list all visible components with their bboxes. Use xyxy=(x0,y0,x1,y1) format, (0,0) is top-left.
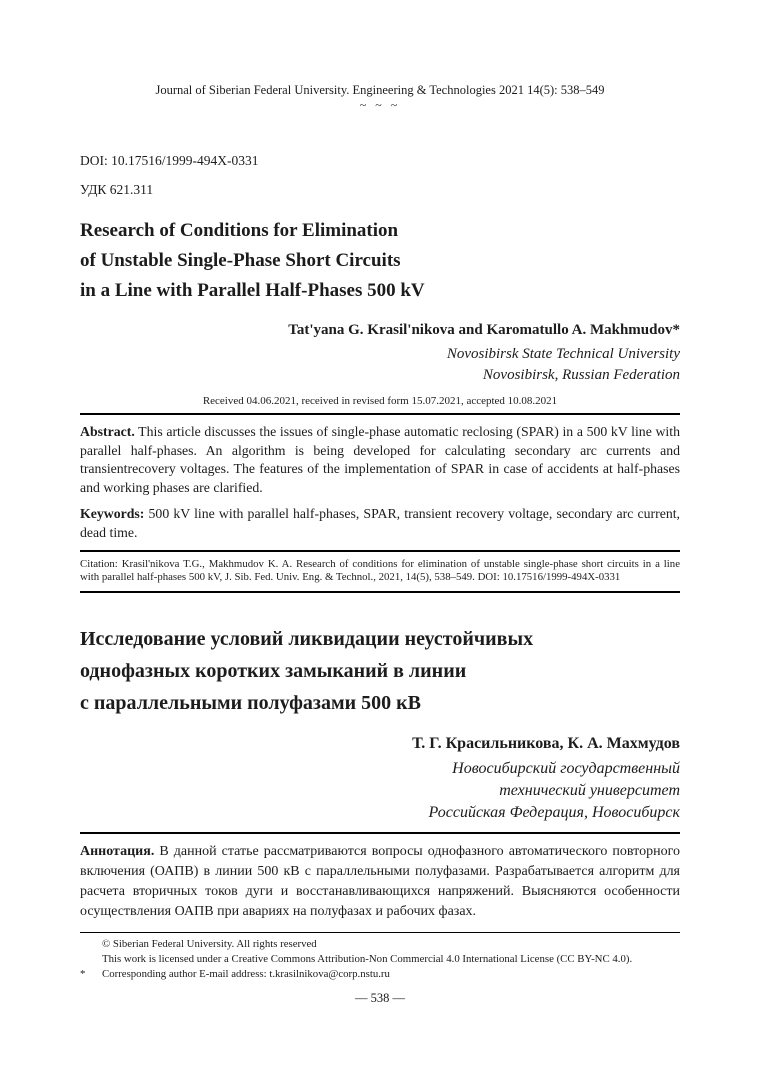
annotation-text: В данной статье рассматриваются вопросы однофазного автоматического повторного включения (ОАПВ) в линии 500 кВ с параллельными полуфазами. Разрабатывается алгоритм для расчета вторичных токов дуги и восстанавливающихся напряжений. Выясняются особенности осуществления ОАПВ при авариях на полуфазах и рабочих фазах. xyxy=(80,844,680,919)
abstract-text: This article discusses the issues of single-phase automatic reclosing (SPAR) in a 500 kV line with parallel half-phases. An algorithm is being developed for calculating secondary arc currents and transientrecovery voltages. The features of the implementation of SPAR in case of accidents at half-phases and working phases are clarified. xyxy=(80,424,680,495)
english-title-line-3: in a Line with Parallel Half-Phases 500 kV xyxy=(80,280,425,301)
keywords-paragraph xyxy=(80,505,680,542)
annotation-label: Аннотация. xyxy=(80,844,155,859)
citation-section xyxy=(80,550,680,593)
russian-title-line-3: с параллельными полуфазами 500 кВ xyxy=(80,692,421,714)
english-title xyxy=(80,216,680,306)
license-line: This work is licensed under a Creative Commons Attribution-Non Commercial 4.0 International License (CC BY-NC 4.0). xyxy=(102,953,633,965)
russian-authors: Т. Г. Красильникова, К. А. Махмудов xyxy=(412,735,680,752)
russian-title-line-1: Исследование условий ликвидации неустойчивых xyxy=(80,628,534,650)
russian-affiliation-line-3: Российская Федерация, Новосибирск xyxy=(428,804,680,821)
annotation-section xyxy=(80,832,680,922)
corresponding-asterisk: * xyxy=(80,968,86,980)
footer-notes xyxy=(80,932,680,982)
corresponding-email: Corresponding author E-mail address: t.krasilnikova@corp.nstu.ru xyxy=(102,968,390,980)
english-title-line-2: of Unstable Single-Phase Short Circuits xyxy=(80,250,401,271)
english-title-line-1: Research of Conditions for Elimination xyxy=(80,220,399,241)
english-authors-block xyxy=(80,320,680,386)
page-number: — 538 — xyxy=(355,991,405,1005)
keywords-text: 500 kV line with parallel half-phases, SPAR, transient recovery voltage, secondary arc current, dead time. xyxy=(80,506,680,540)
doi-line: DOI: 10.17516/1999-494X-0331 xyxy=(80,153,259,168)
abstract-section xyxy=(80,413,680,542)
abstract-label: Abstract. xyxy=(80,424,135,439)
english-authors: Tat'yana G. Krasil'nikova and Karomatullo A. Makhmudov* xyxy=(288,322,680,338)
russian-affiliation-line-2: технический университет xyxy=(499,782,680,799)
keywords-label: Keywords: xyxy=(80,506,145,521)
english-affiliation xyxy=(80,344,680,386)
abstract-paragraph xyxy=(80,423,680,497)
russian-title xyxy=(80,623,680,719)
udk-line: УДК 621.311 xyxy=(80,182,154,197)
russian-affiliation xyxy=(80,758,680,824)
russian-affiliation-line-1: Новосибирский государственный xyxy=(452,760,680,777)
english-affiliation-line-1: Novosibirsk State Technical University xyxy=(446,346,680,362)
annotation-paragraph xyxy=(80,842,680,922)
received-dates: Received 04.06.2021, received in revised form 15.07.2021, accepted 10.08.2021 xyxy=(202,395,558,407)
corresponding-author-line xyxy=(80,967,680,982)
russian-authors-block xyxy=(80,733,680,824)
english-affiliation-line-2: Novosibirsk, Russian Federation xyxy=(482,367,680,383)
copyright-line: © Siberian Federal University. All rights reserved xyxy=(102,938,317,950)
citation-text: Citation: Krasil'nikova T.G., Makhmudov K. A. Research of conditions for elimination of unstable single-phase short circuits in a line with parallel half-phases 500 kV, J. Sib. Fed. Univ. Eng. & Technol., 2021, 14(5), 538–549. DOI: 10.17516/1999-494X-0331 xyxy=(80,558,680,583)
tilde-separator: ~ ~ ~ xyxy=(359,98,401,112)
journal-header-line: Journal of Siberian Federal University. Engineering & Technologies 2021 14(5): 538–549 xyxy=(155,83,605,97)
russian-title-line-2: однофазных коротких замыканий в линии xyxy=(80,660,467,682)
